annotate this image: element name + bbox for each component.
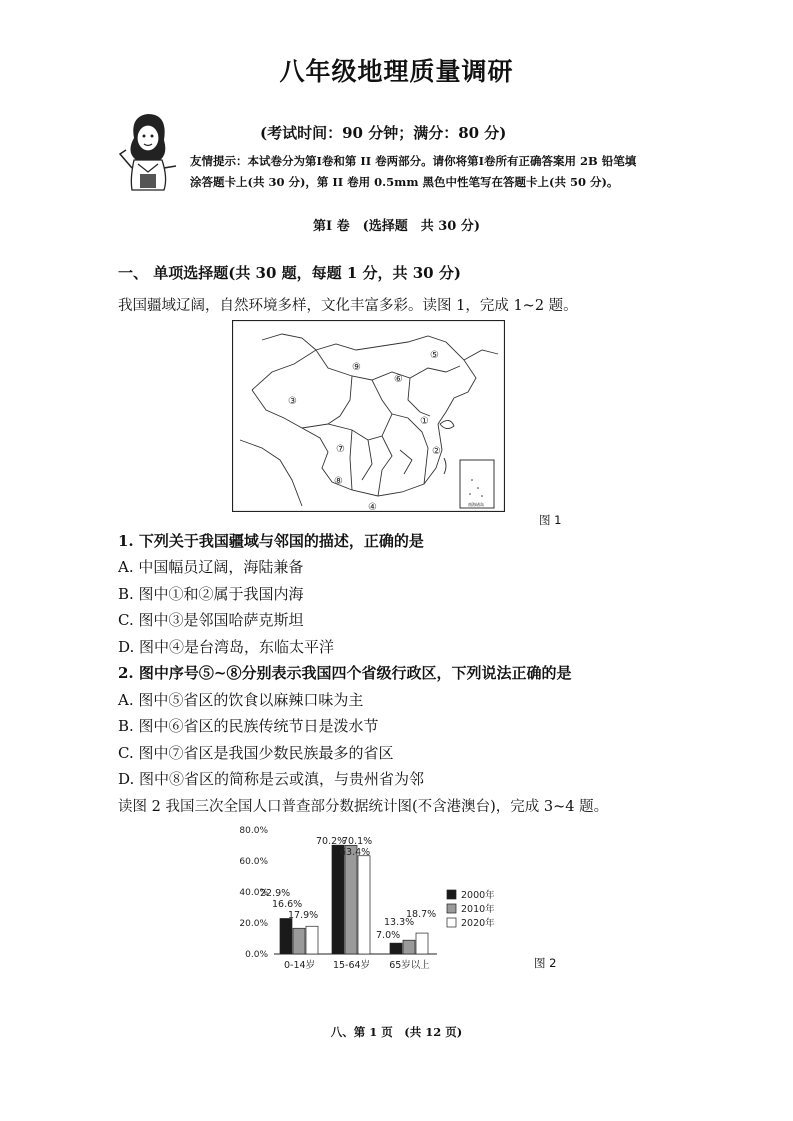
question-2-option-a: A. 图中⑤省区的饮食以麻辣口味为主 — [118, 691, 364, 709]
question-1-option-d: D. 图中④是台湾岛，东临太平洋 — [118, 638, 335, 656]
x-tick-label: 0-14岁 — [283, 960, 316, 971]
map-marker-7: ⑦ — [336, 444, 345, 455]
data-label: 70.1% — [342, 836, 373, 847]
china-map-figure — [232, 320, 505, 512]
x-tick-label: 15-64岁 — [332, 960, 371, 971]
legend-swatch — [447, 890, 456, 899]
bar-1-1 — [345, 845, 357, 954]
tip-line-2: 涂答题卡上(共 30 分)，第 II 卷用 0.5mm 黑色中性笔写在答题卡上(共 50 分)。 — [190, 175, 619, 189]
map-marker-1: ① — [420, 416, 429, 427]
data-label: 18.7% — [406, 909, 437, 920]
population-bar-chart — [232, 818, 562, 978]
map-marker-2: ② — [432, 446, 441, 457]
bar-1-2 — [358, 856, 370, 954]
question-1-option-a: A. 中国幅员辽阔，海陆兼备 — [118, 558, 304, 576]
bar-2-1 — [403, 940, 415, 954]
tip-line-1: 友情提示：本试卷分为第Ⅰ卷和第 II 卷两部分。请你将第Ⅰ卷所有正确答案用 2B 铅笔填 — [190, 154, 637, 168]
data-label: 22.9% — [260, 888, 291, 899]
data-label: 13.3% — [384, 917, 415, 928]
question-2-option-b: B. 图中⑥省区的民族传统节日是泼水节 — [118, 717, 379, 735]
legend-swatch — [447, 904, 456, 913]
x-tick-label: 65岁以上 — [389, 960, 430, 971]
data-label: 17.9% — [288, 910, 319, 921]
legend-swatch — [447, 918, 456, 927]
y-tick-label: 20.0% — [239, 919, 268, 929]
intro-text-2: 读图 2 我国三次全国人口普查部分数据统计图(不含港澳台)，完成 3~4 题。 — [118, 799, 609, 815]
map-marker-8: ⑧ — [334, 476, 343, 487]
bar-0-2 — [306, 926, 318, 954]
tip-text — [190, 151, 730, 193]
section-heading: 一、 单项选择题(共 30 题，每题 1 分，共 30 分) — [118, 264, 461, 282]
data-label: 63.4% — [340, 847, 371, 858]
question-2-stem: 2. 图中序号⑤~⑧分别表示我国四个省级行政区，下列说法正确的是 — [118, 664, 572, 682]
y-tick-label: 40.0% — [239, 888, 268, 898]
map-marker-9: ⑨ — [352, 362, 361, 373]
data-label: 16.6% — [272, 899, 303, 910]
y-tick-label: 60.0% — [239, 857, 268, 867]
part-title: 第Ⅰ 卷 (选择题 共 30 分) — [312, 219, 481, 234]
bar-0-0 — [280, 919, 292, 954]
y-tick-label: 0.0% — [245, 950, 268, 960]
question-1-option-c: C. 图中③是邻国哈萨克斯坦 — [118, 611, 304, 629]
data-label: 7.0% — [376, 930, 401, 941]
map-marker-4: ④ — [368, 502, 377, 512]
bar-2-0 — [390, 943, 402, 954]
question-1-option-b: B. 图中①和②属于我国内海 — [118, 585, 304, 603]
page-title: 八年级地理质量调研 — [279, 57, 514, 86]
question-2-option-d: D. 图中⑧省区的简称是云或滇，与贵州省为邻 — [118, 770, 425, 788]
figure-1-label: 图 1 — [539, 513, 562, 527]
cartoon-girl-icon — [112, 108, 184, 192]
bar-0-1 — [293, 928, 305, 954]
question-1-stem: 1. 下列关于我国疆域与邻国的描述，正确的是 — [118, 532, 424, 550]
bar-1-0 — [332, 845, 344, 954]
legend-label: 2010年 — [461, 904, 495, 915]
intro-text-1: 我国疆域辽阔，自然环境多样，文化丰富多彩。读图 1，完成 1~2 题。 — [118, 298, 578, 314]
map-note-label: 南海诸岛 — [468, 502, 484, 507]
exam-info: (考试时间：90 分钟；满分：80 分) — [260, 124, 507, 142]
bar-2-2 — [416, 933, 428, 954]
legend-label: 2020年 — [461, 918, 495, 929]
y-tick-label: 80.0% — [239, 826, 268, 836]
legend-label: 2000年 — [461, 890, 495, 901]
map-marker-5: ⑤ — [430, 350, 439, 361]
page-footer: 八、第 1 页 (共 12 页) — [330, 1025, 463, 1039]
figure-2-label: 图 2 — [534, 956, 557, 970]
data-label: 70.2% — [316, 836, 347, 847]
map-marker-3: ③ — [288, 396, 297, 407]
map-marker-6: ⑥ — [394, 374, 403, 385]
question-2-option-c: C. 图中⑦省区是我国少数民族最多的省区 — [118, 744, 394, 762]
